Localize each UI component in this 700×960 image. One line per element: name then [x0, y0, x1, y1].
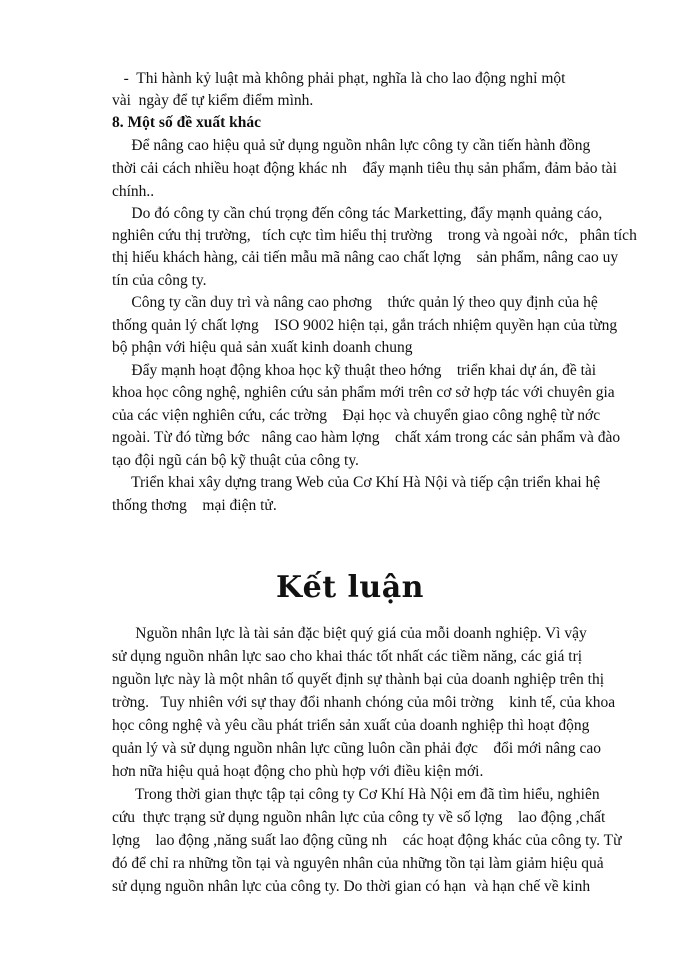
text-line: Nguồn nhân lực là tài sản đặc biệt quý giá của mỗi doanh nghiệp. Vì vậy — [112, 625, 587, 642]
text-line: sử dụng nguồn nhân lực sao cho khai thác tốt nhất các tiềm năng, các giá trị — [112, 648, 583, 665]
section-heading: 8. Một số đề xuất khác — [112, 114, 261, 131]
text-line: chính.. — [112, 183, 155, 200]
text-line: Do đó công ty cần chú trọng đến công tác Marketting, đẩy mạnh quảng cáo, — [112, 205, 603, 222]
text-line: bộ phận với hiệu quả sản xuất kinh doanh chung — [112, 339, 413, 356]
text-line: tín của công ty. — [112, 272, 207, 289]
text-line: thống quản lý chất lợng ISO 9002 hiện tại, gắn trách nhiệm quyền hạn của từng — [112, 317, 618, 334]
text-line: quản lý và sử dụng nguồn nhân lực cũng luôn cần phải đợc đổi mới nâng cao — [112, 740, 602, 757]
text-line: cứu thực trạng sử dụng nguồn nhân lực của công ty về số lợng lao động ,chất — [112, 809, 606, 826]
text-line: nguồn lực này là một nhân tố quyết định sự thành bại của doanh nghiệp trên thị — [112, 671, 605, 688]
text-line: thời cải cách nhiều hoạt động khác nh đẩy mạnh tiêu thụ sản phẩm, đảm bảo tài — [112, 160, 617, 177]
text-line: ngoài. Từ đó từng bớc nâng cao hàm lợng chất xám trong các sản phẩm và đào — [112, 429, 621, 446]
text-line: học công nghệ và yêu cầu phát triển sản xuất của doanh nghiệp thì hoạt động — [112, 717, 590, 734]
text-line: Triển khai xây dựng trang Web của Cơ Khí Hà Nội và tiếp cận triển khai hệ — [112, 474, 601, 491]
text-line: khoa học công nghệ, nghiên cứu sản phẩm mới trên cơ sở hợp tác với chuyên gia — [112, 384, 615, 401]
text-line: vài ngày để tự kiểm điểm mình. — [112, 92, 314, 109]
text-line: - Thi hành kỷ luật mà không phải phạt, nghĩa là cho lao động nghỉ một — [112, 70, 566, 87]
text-line: nghiên cứu thị trường, tích cực tìm hiểu thị trường trong và ngoài nớc, phân tích — [112, 227, 637, 244]
text-line: đó để chỉ ra những tồn tại và nguyên nhân của những tồn tại làm giảm hiệu quả — [112, 855, 604, 872]
text-line: Trong thời gian thực tập tại công ty Cơ Khí Hà Nội em đã tìm hiểu, nghiên — [112, 786, 600, 803]
text-line: Công ty cần duy trì và nâng cao phơng thức quản lý theo quy định của hệ — [112, 294, 598, 311]
text-line: Để nâng cao hiệu quả sử dụng nguồn nhân lực công ty cần tiến hành đồng — [112, 137, 591, 154]
text-line: lợng lao động ,năng suất lao động cũng nh các hoạt động khác của công ty. Từ — [112, 832, 622, 849]
text-line: Đẩy mạnh hoạt động khoa học kỹ thuật theo hớng triển khai dự án, đề tài — [112, 362, 597, 379]
text-line: hơn nữa hiệu quả hoạt động cho phù hợp với điều kiện mới. — [112, 763, 484, 780]
text-line: trờng. Tuy nhiên với sự thay đổi nhanh chóng của môi trờng kinh tế, của khoa — [112, 694, 616, 711]
text-line: tạo đội ngũ cán bộ kỹ thuật của công ty. — [112, 452, 359, 469]
conclusion-title: Kết luận — [276, 570, 424, 605]
text-line: sử dụng nguồn nhân lực của công ty. Do thời gian có hạn và hạn chế về kinh — [112, 878, 591, 895]
text-line: thống thơng mại điện tử. — [112, 497, 277, 514]
text-line: thị hiếu khách hàng, cải tiến mẫu mã nâng cao chất lợng sản phẩm, nâng cao uy — [112, 249, 619, 266]
text-line: của các viện nghiên cứu, các trờng Đại học và chuyển giao công nghệ từ nớc — [112, 407, 601, 424]
